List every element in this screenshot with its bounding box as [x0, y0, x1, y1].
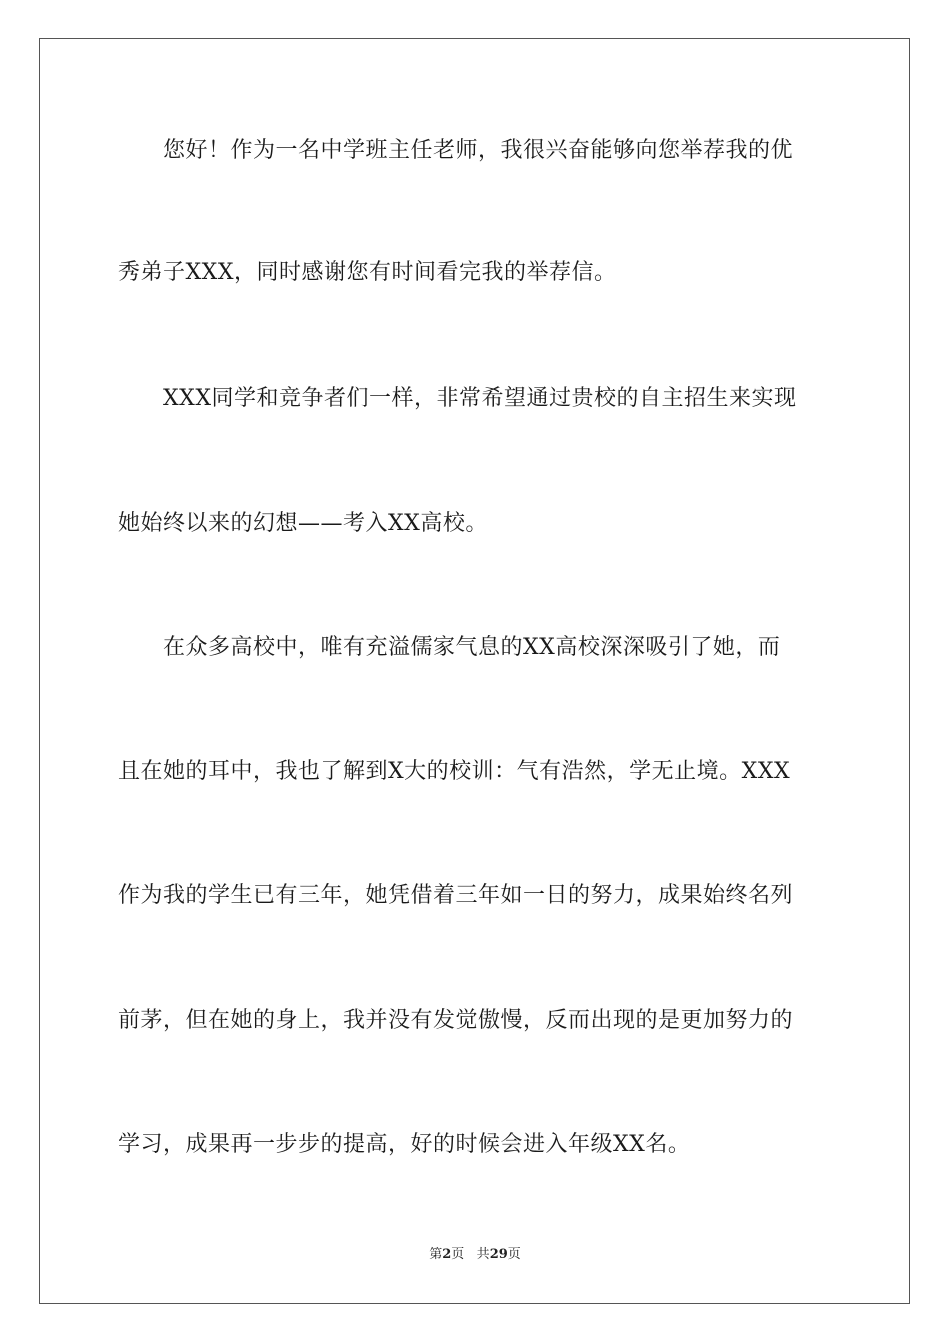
- paragraph-3-line-5: 学习，成果再一步步的提高，好的时候会进入年级XX名。: [118, 1132, 691, 1157]
- paragraph-1-line-2: 秀弟子XXX，同时感谢您有时间看完我的举荐信。: [118, 260, 617, 285]
- footer-total-pages: 29: [489, 1247, 508, 1262]
- paragraph-1-line-1: 您好！作为一名中学班主任老师，我很兴奋能够向您举荐我的优: [163, 138, 794, 163]
- paragraph-3-line-1: 在众多高校中，唯有充溢儒家气息的XX高校深深吸引了她，而: [163, 635, 781, 660]
- paragraph-2-line-1: XXX同学和竞争者们一样，非常希望通过贵校的自主招生来实现: [163, 386, 797, 411]
- footer-total-unit: 页: [507, 1247, 521, 1262]
- paragraph-3-line-2: 且在她的耳中，我也了解到X大的校训：气有浩然，学无止境。XXX: [118, 759, 791, 784]
- paragraph-3-line-3: 作为我的学生已有三年，她凭借着三年如一日的努力，成果始终名列: [118, 883, 794, 908]
- page-border: [39, 38, 910, 1304]
- paragraph-2-line-2: 她始终以来的幻想——考入XX高校。: [118, 511, 488, 536]
- paragraph-3-line-4: 前茅，但在她的身上，我并没有发觉傲慢，反而出现的是更加努力的: [118, 1008, 794, 1033]
- page-footer: [0, 1246, 950, 1264]
- footer-page-number: 2: [442, 1247, 452, 1262]
- footer-page-unit: 页: [451, 1247, 465, 1262]
- footer-prefix: 第: [429, 1247, 443, 1262]
- footer-total-prefix: 共: [476, 1247, 490, 1262]
